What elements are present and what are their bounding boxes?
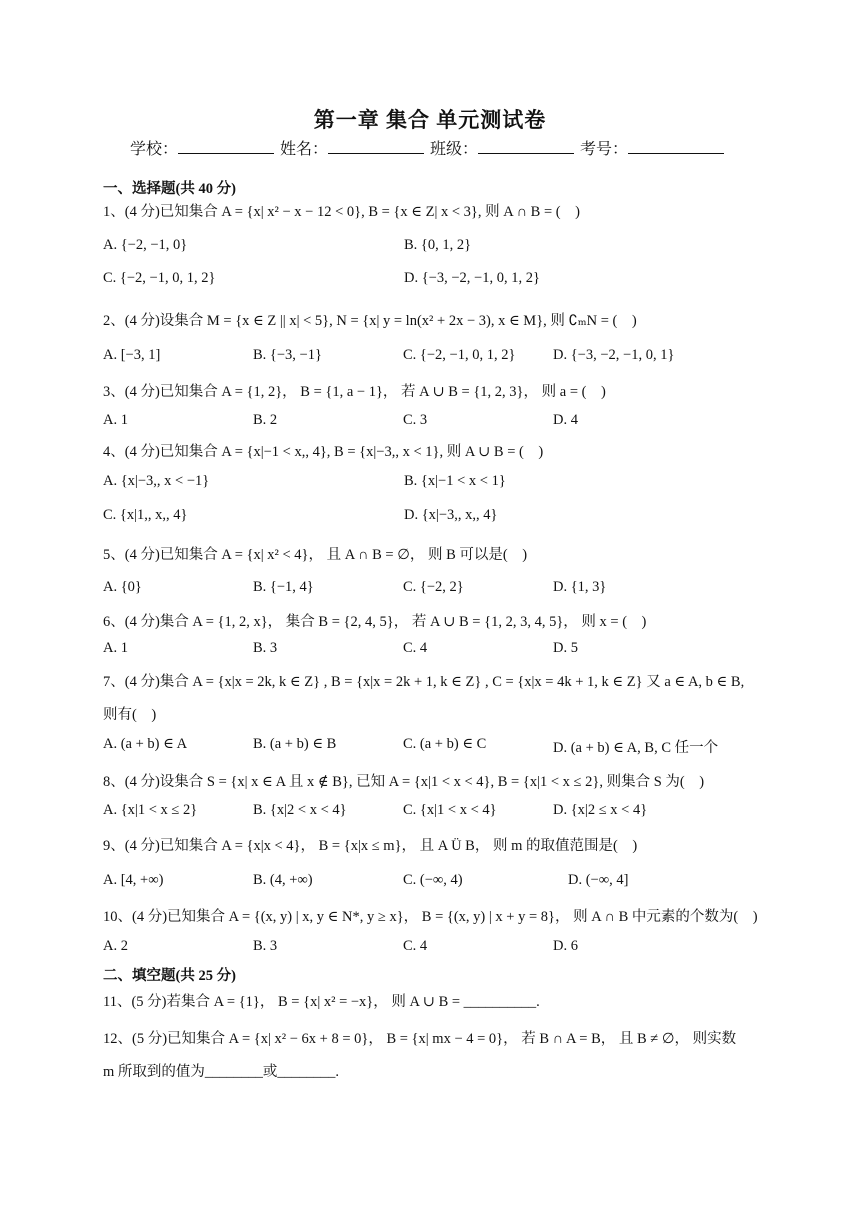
question-7-option-d[interactable]: D. (a + b) ∈ A, B, C 任一个: [553, 740, 719, 756]
question-12-stem-continued[interactable]: m 所取到的值为________或________.: [103, 1064, 340, 1080]
question-12-stem: 12、(5 分)已知集合 A = {x| x² − 6x + 8 = 0}， B = {x| mx − 4 = 0}， 若 B ∩ A = B， 且 B ≠ ∅， 则实数: [103, 1031, 737, 1047]
question-2-option-c[interactable]: C. {−2, −1, 0, 1, 2}: [403, 347, 516, 363]
question-7-option-b[interactable]: B. (a + b) ∈ B: [253, 736, 337, 752]
question-7-stem: 7、(4 分)集合 A = {x|x = 2k, k ∈ Z} , B = {x|x = 2k + 1, k ∈ Z} , C = {x|x = 4k + 1, k ∈ Z} 又 a ∈ A, b ∈ B,: [103, 674, 745, 690]
question-1-option-b[interactable]: B. {0, 1, 2}: [404, 237, 472, 253]
school-label: 学校：: [130, 141, 179, 158]
question-1-stem: 1、(4 分)已知集合 A = {x| x² − x − 12 < 0}, B = {x ∈ Z| x < 3}, 则 A ∩ B = ( ): [103, 204, 580, 220]
question-8-stem: 8、(4 分)设集合 S = {x| x ∈ A 且 x ∉ B}, 已知 A = {x|1 < x < 4}, B = {x|1 < x ≤ 2}, 则集合 S 为( ): [103, 774, 705, 790]
question-5-stem: 5、(4 分)已知集合 A = {x| x² < 4}， 且 A ∩ B = ∅， 则 B 可以是( ): [103, 547, 528, 563]
student-info-line: [130, 136, 726, 159]
question-8-option-a[interactable]: A. {x|1 < x ≤ 2}: [103, 802, 198, 818]
question-6-option-c[interactable]: C. 4: [403, 640, 428, 656]
question-8-option-c[interactable]: C. {x|1 < x < 4}: [403, 802, 497, 818]
question-6-option-a[interactable]: A. 1: [103, 640, 128, 656]
question-1-option-c[interactable]: C. {−2, −1, 0, 1, 2}: [103, 270, 216, 286]
question-6-option-d[interactable]: D. 5: [553, 640, 578, 656]
class-blank[interactable]: [478, 139, 574, 154]
question-6-stem: 6、(4 分)集合 A = {1, 2, x}， 集合 B = {2, 4, 5}， 若 A ∪ B = {1, 2, 3, 4, 5}， 则 x = ( ): [103, 614, 647, 630]
question-9-stem: 9、(4 分)已知集合 A = {x|x < 4}， B = {x|x ≤ m}， 且 A Ü B， 则 m 的取值范围是( ): [103, 838, 638, 854]
question-7-option-c[interactable]: C. (a + b) ∈ C: [403, 736, 487, 752]
question-4-option-d[interactable]: D. {x|−3,, x,, 4}: [404, 507, 498, 523]
question-8-option-d[interactable]: D. {x|2 ≤ x < 4}: [553, 802, 648, 818]
name-blank[interactable]: [328, 139, 424, 154]
question-9-option-b[interactable]: B. (4, +∞): [253, 872, 313, 888]
question-3-stem: 3、(4 分)已知集合 A = {1, 2}， B = {1, a − 1}， 若 A ∪ B = {1, 2, 3}， 则 a = ( ): [103, 384, 606, 400]
name-label: 姓名：: [280, 141, 329, 158]
question-3-option-c[interactable]: C. 3: [403, 412, 428, 428]
question-2-option-a[interactable]: A. [−3, 1]: [103, 347, 161, 363]
question-4-option-c[interactable]: C. {x|1,, x,, 4}: [103, 507, 188, 523]
question-5-option-c[interactable]: C. {−2, 2}: [403, 579, 464, 595]
question-9-option-c[interactable]: C. (−∞, 4): [403, 872, 463, 888]
question-1-option-d[interactable]: D. {−3, −2, −1, 0, 1, 2}: [404, 270, 540, 286]
question-7-option-a[interactable]: A. (a + b) ∈ A: [103, 736, 188, 752]
question-9-option-a[interactable]: A. [4, +∞): [103, 872, 164, 888]
question-10-option-c[interactable]: C. 4: [403, 938, 428, 954]
question-7-stem-continued: 则有( ): [103, 707, 157, 723]
page-title: 第一章 集合 单元测试卷: [313, 108, 547, 132]
question-5-option-a[interactable]: A. {0}: [103, 579, 142, 595]
question-6-option-b[interactable]: B. 3: [253, 640, 278, 656]
question-8-option-b[interactable]: B. {x|2 < x < 4}: [253, 802, 347, 818]
question-10-option-d[interactable]: D. 6: [553, 938, 578, 954]
question-10-option-b[interactable]: B. 3: [253, 938, 278, 954]
class-label: 班级：: [430, 141, 479, 158]
question-4-option-b[interactable]: B. {x|−1 < x < 1}: [404, 473, 506, 489]
question-4-stem: 4、(4 分)已知集合 A = {x|−1 < x,, 4}, B = {x|−3,, x < 1}, 则 A ∪ B = ( ): [103, 444, 544, 460]
question-1-option-a[interactable]: A. {−2, −1, 0}: [103, 237, 188, 253]
school-blank[interactable]: [178, 139, 274, 154]
question-5-option-b[interactable]: B. {−1, 4}: [253, 579, 314, 595]
question-4-option-a[interactable]: A. {x|−3,, x < −1}: [103, 473, 210, 489]
question-5-option-d[interactable]: D. {1, 3}: [553, 579, 607, 595]
question-10-stem: 10、(4 分)已知集合 A = {(x, y) | x, y ∈ N*, y ≥ x}， B = {(x, y) | x + y = 8}， 则 A ∩ B 中元素的个数为( ): [103, 909, 758, 925]
question-2-option-d[interactable]: D. {−3, −2, −1, 0, 1}: [553, 347, 675, 363]
question-3-option-b[interactable]: B. 2: [253, 412, 278, 428]
question-2-option-b[interactable]: B. {−3, −1}: [253, 347, 322, 363]
question-3-option-a[interactable]: A. 1: [103, 412, 128, 428]
question-2-stem: 2、(4 分)设集合 M = {x ∈ Z || x| < 5}, N = {x| y = ln(x² + 2x − 3), x ∈ M}, 则 ∁ₘN = ( ): [103, 313, 637, 329]
number-label: 考号：: [580, 141, 629, 158]
question-10-option-a[interactable]: A. 2: [103, 938, 128, 954]
section-heading-choice: 一、选择题(共 40 分): [103, 181, 236, 197]
section-heading-fill: 二、填空题(共 25 分): [103, 968, 236, 984]
question-3-option-d[interactable]: D. 4: [553, 412, 578, 428]
question-9-option-d[interactable]: D. (−∞, 4]: [568, 872, 629, 888]
number-blank[interactable]: [628, 139, 724, 154]
question-11-stem[interactable]: 11、(5 分)若集合 A = {1}， B = {x| x² = −x}， 则 A ∪ B = __________.: [103, 994, 540, 1010]
